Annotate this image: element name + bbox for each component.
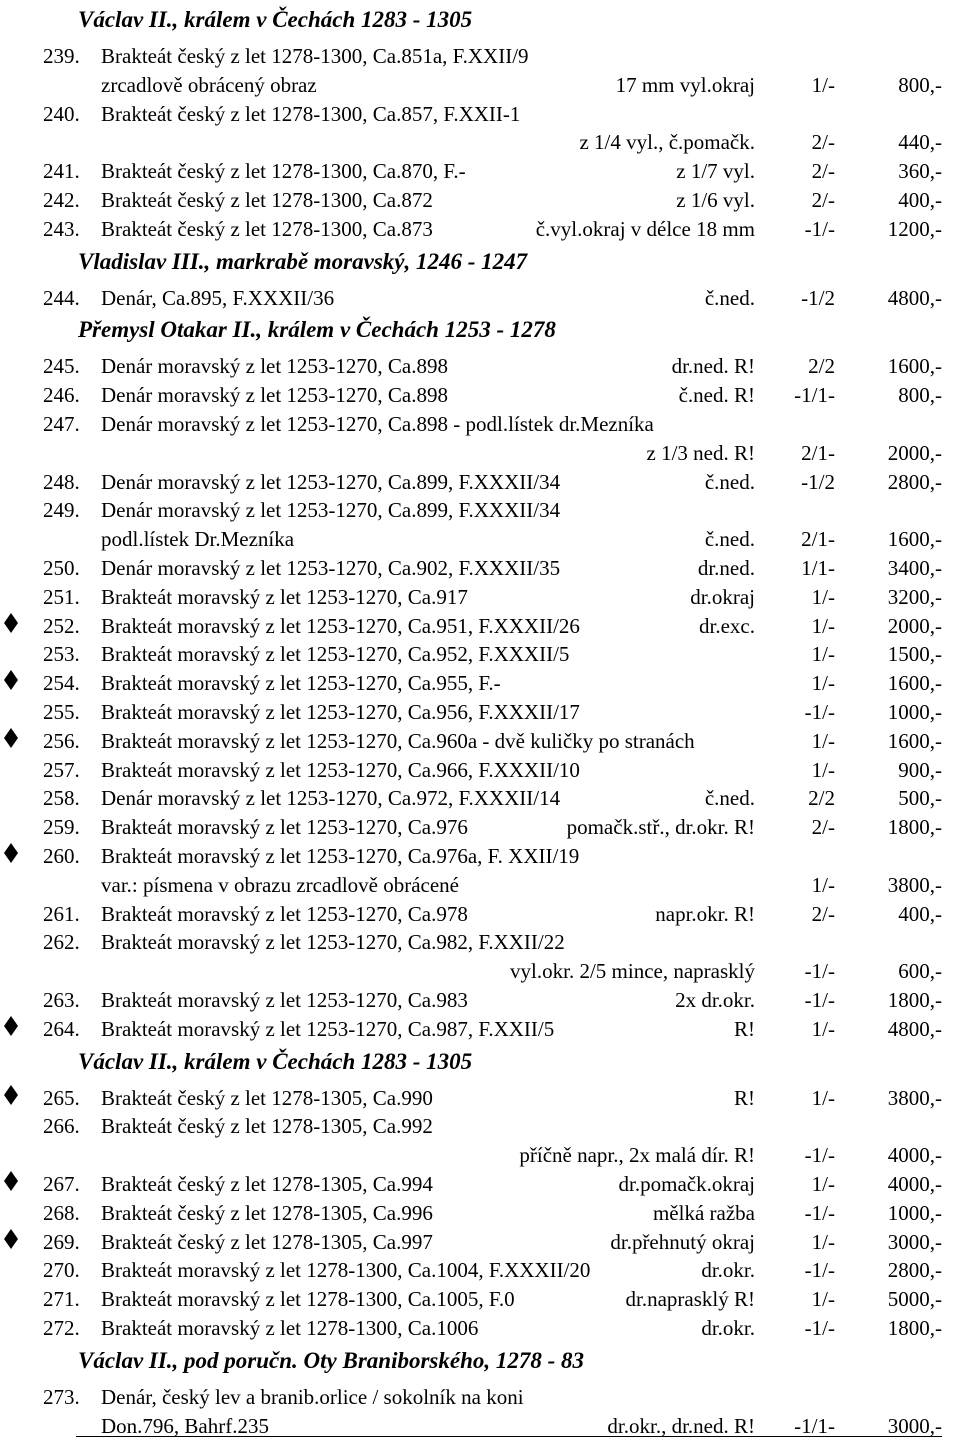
lot-number: 265. xyxy=(43,1085,80,1110)
lot-grade: -1/- xyxy=(804,988,835,1012)
lot-price: 2000,- xyxy=(887,613,942,638)
lot-price: 900,- xyxy=(898,757,942,782)
lot-description: Denár moravský z let 1253-1270, Ca.899, F.XXXII/34 xyxy=(101,469,561,494)
lot-price: 4000,- xyxy=(887,1172,942,1196)
section-title: Václav II., králem v Čechách 1283 - 1305 xyxy=(78,7,473,32)
lot-grade: 1/- xyxy=(811,1085,835,1110)
lot-condition: dr.ned. R! xyxy=(671,354,755,379)
lot-number: 256. xyxy=(43,728,80,753)
section-heading xyxy=(0,1347,960,1375)
diamond-marker-icon xyxy=(3,1228,19,1250)
lot-price: 1600,- xyxy=(887,354,942,379)
lot-grade: -1/- xyxy=(804,700,835,724)
lot-price: 1500,- xyxy=(887,642,942,667)
lot-number: 268. xyxy=(43,1200,80,1225)
lot-condition: dr.okr. xyxy=(701,1258,755,1283)
lot-grade: 2/- xyxy=(811,815,835,840)
lot-description: Brakteát český z let 1278-1305, Ca.990 xyxy=(101,1085,433,1110)
diamond-marker-icon xyxy=(3,669,19,691)
lot-price: 4800,- xyxy=(887,285,942,310)
lot-row xyxy=(0,215,960,243)
lot-price: 440,- xyxy=(898,130,942,155)
lot-price: 400,- xyxy=(898,901,942,926)
lot-row xyxy=(0,525,960,553)
lot-grade: 1/- xyxy=(811,584,835,609)
lot-number: 271. xyxy=(43,1287,80,1312)
lot-grade: -1/1- xyxy=(794,383,835,408)
lot-number: 269. xyxy=(43,1229,80,1254)
lot-description: Denár moravský z let 1253-1270, Ca.899, F.XXXII/34 xyxy=(101,498,561,523)
lot-description: Brakteát moravský z let 1253-1270, Ca.976 xyxy=(101,815,468,840)
lot-condition: pomačk.stř., dr.okr. R! xyxy=(566,815,755,840)
lot-condition: R! xyxy=(734,1016,755,1041)
lot-price: 1800,- xyxy=(887,815,942,840)
lot-price: 2800,- xyxy=(887,1258,942,1283)
lot-description: var.: písmena v obrazu zrcadlově obrácené xyxy=(101,872,459,897)
lot-grade: 2/- xyxy=(811,130,835,155)
lot-condition: z 1/3 ned. R! xyxy=(646,440,755,465)
lot-condition: č.vyl.okraj v délce 18 mm xyxy=(535,216,755,241)
lot-row xyxy=(0,612,960,640)
lot-condition: č.ned. xyxy=(704,285,755,310)
lot-price: 3400,- xyxy=(887,556,942,580)
lot-row xyxy=(0,1084,960,1112)
lot-price: 1800,- xyxy=(887,988,942,1012)
lot-description: Brakteát český z let 1278-1305, Ca.997 xyxy=(101,1229,433,1254)
lot-description: Brakteát moravský z let 1253-1270, Ca.976a, F. XXII/19 xyxy=(101,844,580,868)
lot-number: 262. xyxy=(43,930,80,955)
lot-description: Brakteát moravský z let 1253-1270, Ca.983 xyxy=(101,988,468,1012)
lot-row xyxy=(0,583,960,611)
lot-description: Denár moravský z let 1253-1270, Ca.898 xyxy=(101,383,449,408)
lot-number: 246. xyxy=(43,383,80,408)
lot-number: 267. xyxy=(43,1172,80,1196)
lot-price: 1200,- xyxy=(887,216,942,241)
lot-description: Brakteát moravský z let 1278-1300, Ca.1004, F.XXXII/20 xyxy=(101,1258,591,1283)
lot-price: 1000,- xyxy=(887,700,942,724)
lot-row xyxy=(0,900,960,928)
lot-condition: dr.ned. xyxy=(697,556,755,580)
lot-condition: mělká ražba xyxy=(652,1200,755,1225)
lot-description: Brakteát český z let 1278-1305, Ca.992 xyxy=(101,1114,433,1139)
diamond-marker-icon xyxy=(3,1084,19,1106)
lot-grade: 1/- xyxy=(811,72,835,97)
lot-description: Brakteát český z let 1278-1300, Ca.870, F.- xyxy=(101,159,466,184)
lot-number: 241. xyxy=(43,159,80,184)
lot-row xyxy=(0,756,960,784)
lot-row xyxy=(0,284,960,312)
lot-row xyxy=(0,698,960,726)
lot-price: 800,- xyxy=(898,72,942,97)
lot-price: 1600,- xyxy=(887,527,942,552)
lot-description: Brakteát moravský z let 1253-1270, Ca.917 xyxy=(101,584,468,609)
lot-grade: 1/- xyxy=(811,728,835,753)
lot-number: 258. xyxy=(43,786,80,811)
lot-grade: 1/- xyxy=(811,642,835,667)
lot-condition: z 1/4 vyl., č.pomačk. xyxy=(579,130,755,155)
lot-number: 273. xyxy=(43,1384,80,1409)
lot-row xyxy=(0,957,960,985)
lot-row xyxy=(0,128,960,156)
lot-row xyxy=(0,842,960,870)
lot-condition: dr.okr. xyxy=(701,1316,755,1340)
lot-grade: -1/2 xyxy=(801,469,835,494)
lot-number: 260. xyxy=(43,844,80,868)
lot-condition: vyl.okr. 2/5 mince, naprasklý xyxy=(510,959,755,984)
lot-number: 272. xyxy=(43,1316,80,1340)
lot-number: 239. xyxy=(43,44,80,68)
lot-description: Brakteát moravský z let 1253-1270, Ca.955, F.- xyxy=(101,671,501,696)
lot-condition: R! xyxy=(734,1085,755,1110)
lot-number: 261. xyxy=(43,901,80,926)
diamond-marker-icon xyxy=(3,1170,19,1192)
lot-number: 253. xyxy=(43,642,80,667)
lot-number: 248. xyxy=(43,469,80,494)
lot-description: Denár moravský z let 1253-1270, Ca.902, F.XXXII/35 xyxy=(101,556,561,580)
lot-price: 360,- xyxy=(898,159,942,184)
lot-row xyxy=(0,871,960,899)
lot-description: zrcadlově obrácený obraz xyxy=(101,72,317,97)
lot-description: Brakteát moravský z let 1253-1270, Ca.987, F.XXII/5 xyxy=(101,1016,555,1041)
lot-price: 2000,- xyxy=(887,440,942,465)
lot-grade: 1/- xyxy=(811,1172,835,1196)
lot-price: 1600,- xyxy=(887,728,942,753)
lot-row xyxy=(0,468,960,496)
lot-grade: 2/1- xyxy=(801,440,835,465)
lot-condition: dr.přehnutý okraj xyxy=(610,1229,755,1254)
lot-grade: 1/- xyxy=(811,671,835,696)
lot-condition: příčně napr., 2x malá dír. R! xyxy=(519,1143,755,1168)
lot-grade: -1/- xyxy=(804,216,835,241)
lot-price: 400,- xyxy=(898,188,942,212)
lot-description: Brakteát český z let 1278-1300, Ca.873 xyxy=(101,216,433,241)
lot-condition: dr.exc. xyxy=(699,613,755,638)
lot-grade: -1/2 xyxy=(801,285,835,310)
lot-grade: 2/1- xyxy=(801,527,835,552)
lot-row xyxy=(0,1141,960,1169)
lot-number: 259. xyxy=(43,815,80,840)
section-title: Vladislav III., markrabě moravský, 1246 - 1247 xyxy=(78,248,528,274)
lot-condition: z 1/6 vyl. xyxy=(676,188,755,212)
lot-row xyxy=(0,186,960,214)
lot-number: 249. xyxy=(43,498,80,523)
lot-number: 240. xyxy=(43,101,80,126)
lot-number: 247. xyxy=(43,412,80,436)
lot-condition: dr.naprasklý R! xyxy=(625,1287,755,1312)
lot-row xyxy=(0,71,960,99)
lot-number: 264. xyxy=(43,1016,80,1041)
lot-row xyxy=(0,1199,960,1227)
lot-description: Brakteát český z let 1278-1305, Ca.996 xyxy=(101,1200,433,1225)
lot-description: Brakteát moravský z let 1253-1270, Ca.956, F.XXXII/17 xyxy=(101,700,580,724)
lot-number: 270. xyxy=(43,1258,80,1283)
lot-row xyxy=(0,554,960,582)
lot-price: 3800,- xyxy=(887,1085,942,1110)
lot-row xyxy=(0,1170,960,1198)
lot-row xyxy=(0,1285,960,1313)
lot-row xyxy=(0,410,960,438)
lot-price: 4000,- xyxy=(887,1143,942,1168)
lot-price: 600,- xyxy=(898,959,942,984)
lot-number: 255. xyxy=(43,700,80,724)
lot-price: 500,- xyxy=(898,786,942,811)
lot-description: Don.796, Bahrf.235 xyxy=(101,1413,269,1438)
lot-grade: -1/1- xyxy=(794,1413,835,1438)
lot-row xyxy=(0,1015,960,1043)
lot-number: 250. xyxy=(43,556,80,580)
lot-grade: 1/- xyxy=(811,872,835,897)
diamond-marker-icon xyxy=(3,612,19,634)
lot-description: Brakteát český z let 1278-1300, Ca.872 xyxy=(101,188,433,212)
lot-description: Brakteát moravský z let 1253-1270, Ca.982, F.XXII/22 xyxy=(101,930,565,955)
lot-number: 266. xyxy=(43,1114,80,1139)
lot-condition: dr.okraj xyxy=(690,584,755,609)
lot-description: Denár, Ca.895, F.XXXII/36 xyxy=(101,285,335,310)
lot-grade: 1/- xyxy=(811,1287,835,1312)
diamond-marker-icon xyxy=(3,1015,19,1037)
lot-row xyxy=(0,1112,960,1140)
bottom-rule xyxy=(76,1436,942,1437)
lot-grade: -1/- xyxy=(804,1258,835,1283)
diamond-marker-icon xyxy=(3,727,19,749)
lot-description: Brakteát moravský z let 1253-1270, Ca.951, F.XXXII/26 xyxy=(101,613,580,638)
lot-row xyxy=(0,439,960,467)
lot-grade: 2/2 xyxy=(808,354,835,379)
lot-grade: 1/- xyxy=(811,1016,835,1041)
lot-number: 252. xyxy=(43,613,80,638)
lot-description: Denár moravský z let 1253-1270, Ca.898 xyxy=(101,354,449,379)
lot-grade: 1/- xyxy=(811,757,835,782)
lot-row xyxy=(0,42,960,70)
lot-condition: napr.okr. R! xyxy=(655,901,755,926)
lot-condition: č.ned. R! xyxy=(678,383,755,408)
lot-price: 3200,- xyxy=(887,584,942,609)
lot-description: Brakteát moravský z let 1253-1270, Ca.952, F.XXXII/5 xyxy=(101,642,570,667)
lot-grade: -1/- xyxy=(804,1316,835,1340)
section-heading xyxy=(0,1048,960,1076)
lot-condition: dr.okr., dr.ned. R! xyxy=(607,1413,755,1438)
lot-grade: 2/2 xyxy=(808,786,835,811)
lot-grade: 2/- xyxy=(811,159,835,184)
lot-price: 1000,- xyxy=(887,1200,942,1225)
lot-description: Brakteát český z let 1278-1300, Ca.851a, F.XXII/9 xyxy=(101,44,529,68)
lot-grade: 2/- xyxy=(811,901,835,926)
lot-number: 257. xyxy=(43,757,80,782)
lot-condition: z 1/7 vyl. xyxy=(676,159,755,184)
lot-description: Brakteát moravský z let 1253-1270, Ca.978 xyxy=(101,901,468,926)
lot-price: 3800,- xyxy=(887,872,942,897)
section-title: Přemysl Otakar II., králem v Čechách 1253 - 1278 xyxy=(78,317,556,343)
lot-description: Brakteát český z let 1278-1305, Ca.994 xyxy=(101,1172,433,1196)
lot-description: Denár, český lev a branib.orlice / sokolník na koni xyxy=(101,1384,524,1409)
section-title: Václav II., králem v Čechách 1283 - 1305 xyxy=(78,1048,473,1074)
lot-description: Brakteát moravský z let 1278-1300, Ca.1005, F.0 xyxy=(101,1287,515,1312)
section-heading xyxy=(0,6,960,34)
lot-condition: č.ned. xyxy=(704,469,755,494)
lot-row xyxy=(0,813,960,841)
lot-grade: 1/1- xyxy=(801,556,835,580)
lot-condition: dr.pomačk.okraj xyxy=(618,1172,755,1196)
lot-row xyxy=(0,1383,960,1411)
lot-description: Denár moravský z let 1253-1270, Ca.972, F.XXXII/14 xyxy=(101,786,561,811)
lot-grade: -1/- xyxy=(804,959,835,984)
lot-grade: 1/- xyxy=(811,1229,835,1254)
lot-row xyxy=(0,669,960,697)
lot-grade: -1/- xyxy=(804,1200,835,1225)
lot-row xyxy=(0,986,960,1014)
lot-row xyxy=(0,100,960,128)
section-heading xyxy=(0,316,960,344)
lot-row xyxy=(0,496,960,524)
lot-number: 263. xyxy=(43,988,80,1012)
lot-row xyxy=(0,352,960,380)
lot-price: 3000,- xyxy=(887,1229,942,1254)
lot-number: 242. xyxy=(43,188,80,212)
lot-row xyxy=(0,640,960,668)
lot-number: 244. xyxy=(43,285,80,310)
lot-description: Brakteát moravský z let 1253-1270, Ca.960a - dvě kuličky po stranách xyxy=(101,728,695,753)
lot-row xyxy=(0,784,960,812)
lot-grade: -1/- xyxy=(804,1143,835,1168)
lot-grade: 1/- xyxy=(811,613,835,638)
lot-row xyxy=(0,1314,960,1342)
section-title: Václav II., pod poručn. Oty Braniborského, 1278 - 83 xyxy=(78,1347,585,1373)
lot-description: podl.lístek Dr.Mezníka xyxy=(101,527,295,552)
lot-condition: č.ned. xyxy=(704,527,755,552)
lot-price: 5000,- xyxy=(887,1287,942,1312)
lot-condition: č.ned. xyxy=(704,786,755,811)
lot-number: 243. xyxy=(43,216,80,241)
lot-price: 800,- xyxy=(898,383,942,408)
lot-row xyxy=(0,381,960,409)
lot-row xyxy=(0,157,960,185)
lot-condition: 17 mm vyl.okraj xyxy=(615,72,755,97)
lot-row xyxy=(0,928,960,956)
lot-condition: 2x dr.okr. xyxy=(675,988,755,1012)
lot-description: Brakteát moravský z let 1253-1270, Ca.966, F.XXXII/10 xyxy=(101,757,580,782)
lot-grade: 2/- xyxy=(811,188,835,212)
lot-row xyxy=(0,1228,960,1256)
diamond-marker-icon xyxy=(3,842,19,864)
lot-number: 251. xyxy=(43,584,80,609)
lot-price: 2800,- xyxy=(887,469,942,494)
lot-number: 254. xyxy=(43,671,80,696)
lot-row xyxy=(0,1256,960,1284)
lot-price: 3000,- xyxy=(887,1413,942,1438)
lot-description: Brakteát český z let 1278-1300, Ca.857, F.XXII-1 xyxy=(101,101,521,126)
lot-price: 4800,- xyxy=(887,1016,942,1041)
lot-price: 1600,- xyxy=(887,671,942,696)
lot-description: Denár moravský z let 1253-1270, Ca.898 - podl.lístek dr.Mezníka xyxy=(101,412,654,436)
lot-row xyxy=(0,727,960,755)
lot-number: 245. xyxy=(43,354,80,379)
section-heading xyxy=(0,248,960,276)
lot-price: 1800,- xyxy=(887,1316,942,1340)
lot-description: Brakteát moravský z let 1278-1300, Ca.1006 xyxy=(101,1316,479,1340)
